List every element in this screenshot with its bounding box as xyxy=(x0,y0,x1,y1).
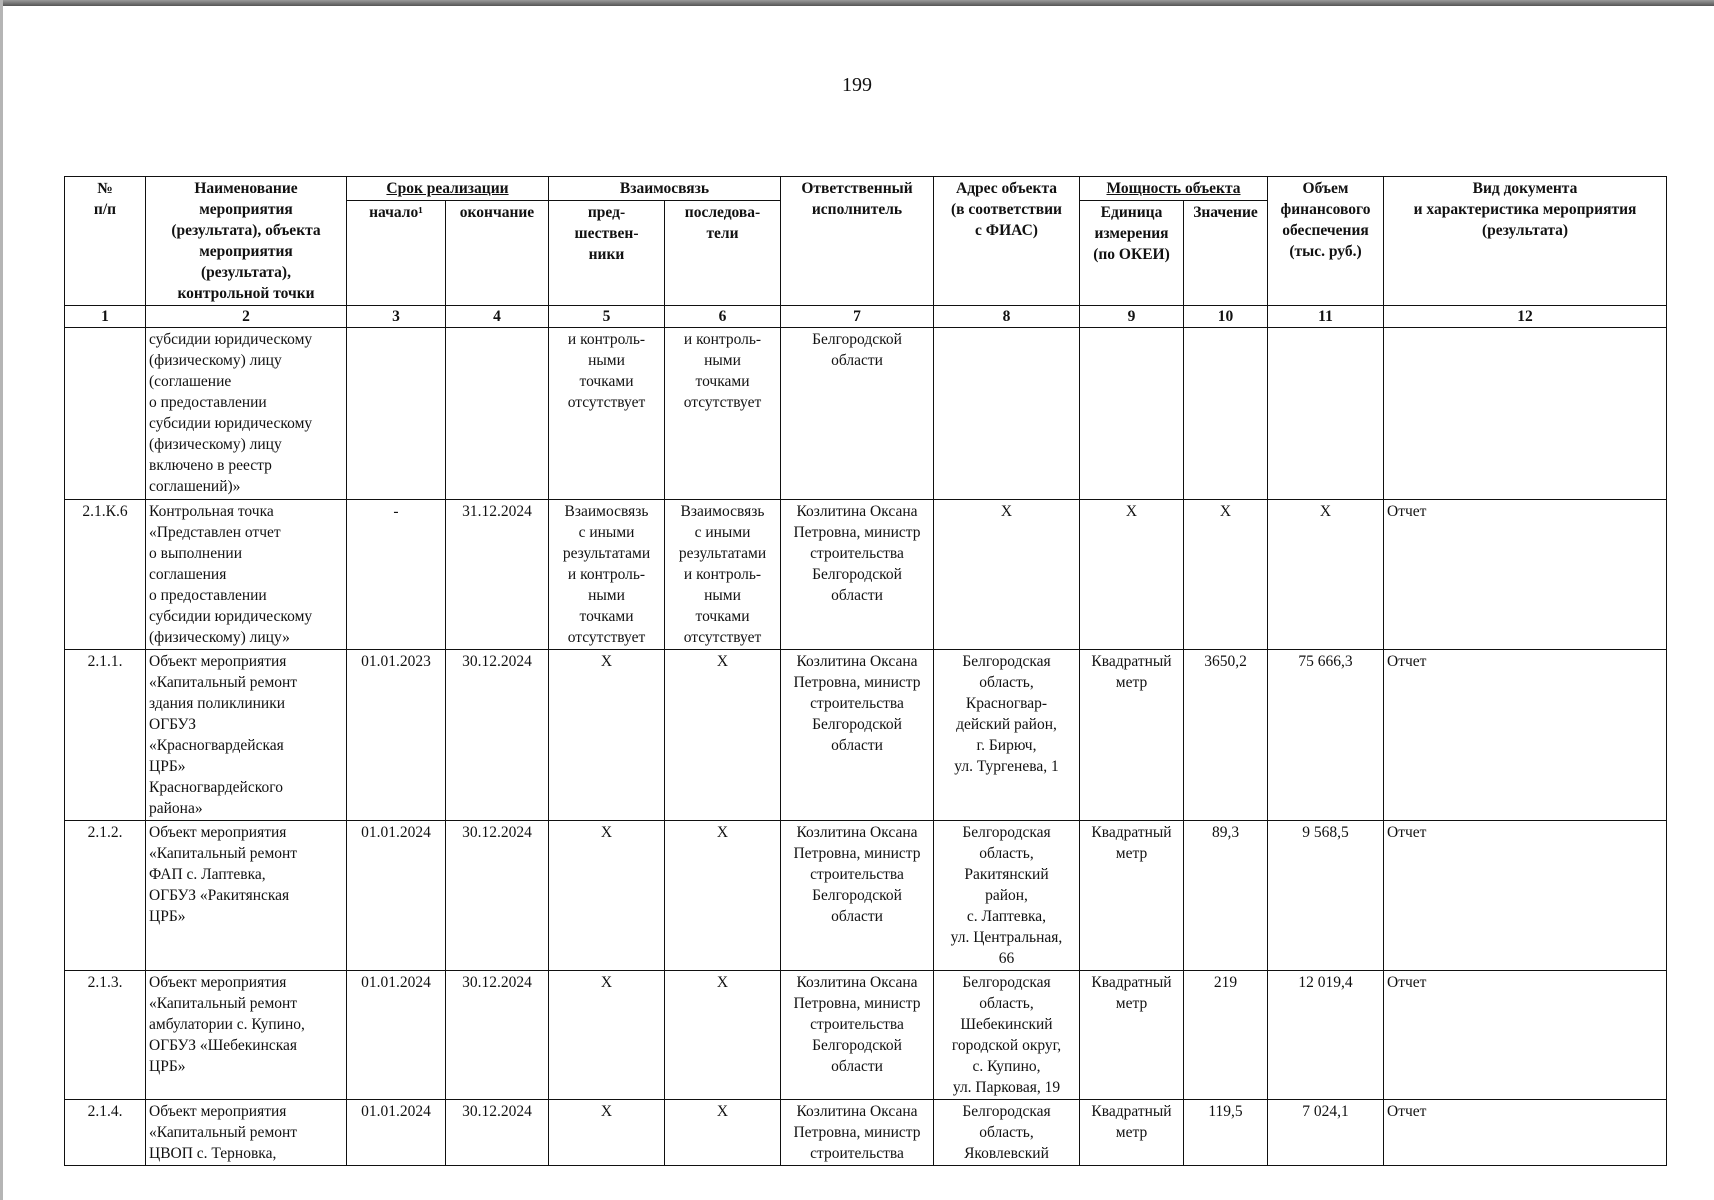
row-start: - xyxy=(347,500,446,650)
row-responsible: Козлитина Оксана Петровна, министр строительства Белгородской области xyxy=(781,821,934,971)
row-num xyxy=(65,328,146,500)
header-start: начало¹ xyxy=(347,201,446,306)
row-address xyxy=(934,328,1080,500)
row-end: 30.12.2024 xyxy=(446,1100,549,1166)
table-row xyxy=(65,500,1667,650)
row-document: Отчет xyxy=(1384,500,1667,650)
row-start: 01.01.2024 xyxy=(347,1100,446,1166)
col-number: 3 xyxy=(347,306,446,328)
row-responsible: Козлитина Оксана Петровна, министр строительства Белгородской области xyxy=(781,500,934,650)
row-finance: 75 666,3 xyxy=(1268,650,1384,821)
row-address: Белгородская область, Ракитянский район, с. Лаптевка, ул. Центральная, 66 xyxy=(934,821,1080,971)
row-unit: Квадратный метр xyxy=(1080,971,1184,1100)
row-start: 01.01.2023 xyxy=(347,650,446,821)
col-number: 9 xyxy=(1080,306,1184,328)
row-value: 3650,2 xyxy=(1184,650,1268,821)
row-predecessors: Х xyxy=(549,821,665,971)
row-name: Объект мероприятия «Капитальный ремонт здания поликлиники ОГБУЗ «Красногвардейская ЦРБ» Красногвардейского района» xyxy=(146,650,347,821)
row-unit: Квадратный метр xyxy=(1080,1100,1184,1166)
row-unit: Квадратный метр xyxy=(1080,650,1184,821)
header-responsible: Ответственный исполнитель xyxy=(781,177,934,306)
row-finance: 12 019,4 xyxy=(1268,971,1384,1100)
row-predecessors: Х xyxy=(549,1100,665,1166)
row-name: субсидии юридическому (физическому) лицу (соглашение о предоставлении субсидии юридическому (физическому) лицу включено в реестр соглашений)» xyxy=(146,328,347,500)
row-responsible: Белгородской области xyxy=(781,328,934,500)
row-name: Объект мероприятия «Капитальный ремонт амбулатории с. Купино, ОГБУЗ «Шебекинская ЦРБ» xyxy=(146,971,347,1100)
header-num: № п/п xyxy=(65,177,146,306)
header-power-group: Мощность объекта xyxy=(1080,177,1268,201)
row-end xyxy=(446,328,549,500)
row-value: 119,5 xyxy=(1184,1100,1268,1166)
row-successors: Х xyxy=(665,821,781,971)
row-num: 2.1.1. xyxy=(65,650,146,821)
row-successors: Х xyxy=(665,650,781,821)
scan-top-border xyxy=(0,0,1714,6)
row-end: 31.12.2024 xyxy=(446,500,549,650)
row-predecessors: Х xyxy=(549,650,665,821)
row-successors: Взаимосвязь с иными результатами и контроль- ными точками отсутствует xyxy=(665,500,781,650)
col-number: 5 xyxy=(549,306,665,328)
table-row xyxy=(65,328,1667,500)
row-unit: Х xyxy=(1080,500,1184,650)
header-link-group: Взаимосвязь xyxy=(549,177,781,201)
row-address: Белгородская область, Шебекинский городской округ, с. Купино, ул. Парковая, 19 xyxy=(934,971,1080,1100)
row-end: 30.12.2024 xyxy=(446,971,549,1100)
row-end: 30.12.2024 xyxy=(446,650,549,821)
header-finance: Объем финансового обеспечения (тыс. руб.) xyxy=(1268,177,1384,306)
row-successors: Х xyxy=(665,1100,781,1166)
row-successors: Х xyxy=(665,971,781,1100)
table-row xyxy=(65,971,1667,1100)
events-table xyxy=(64,176,1667,1166)
row-finance xyxy=(1268,328,1384,500)
header-end: окончание xyxy=(446,201,549,306)
row-num: 2.1.2. xyxy=(65,821,146,971)
row-num: 2.1.4. xyxy=(65,1100,146,1166)
header-document: Вид документа и характеристика мероприятия (результата) xyxy=(1384,177,1667,306)
table-row xyxy=(65,1100,1667,1166)
row-name: Объект мероприятия «Капитальный ремонт ФАП с. Лаптевка, ОГБУЗ «Ракитянская ЦРБ» xyxy=(146,821,347,971)
col-number: 2 xyxy=(146,306,347,328)
col-number: 6 xyxy=(665,306,781,328)
row-document: Отчет xyxy=(1384,971,1667,1100)
header-term-group: Срок реализации xyxy=(347,177,549,201)
row-value: 89,3 xyxy=(1184,821,1268,971)
row-value: 219 xyxy=(1184,971,1268,1100)
row-finance: Х xyxy=(1268,500,1384,650)
header-predecessors: пред- шествен- ники xyxy=(549,201,665,306)
row-document xyxy=(1384,328,1667,500)
row-name: Контрольная точка «Представлен отчет о выполнении соглашения о предоставлении субсидии юридическому (физическому) лицу» xyxy=(146,500,347,650)
row-document: Отчет xyxy=(1384,1100,1667,1166)
row-finance: 7 024,1 xyxy=(1268,1100,1384,1166)
col-number: 10 xyxy=(1184,306,1268,328)
row-successors: и контроль- ными точками отсутствует xyxy=(665,328,781,500)
row-start: 01.01.2024 xyxy=(347,971,446,1100)
row-predecessors: и контроль- ными точками отсутствует xyxy=(549,328,665,500)
row-value: Х xyxy=(1184,500,1268,650)
header-value: Значение xyxy=(1184,201,1268,306)
row-unit xyxy=(1080,328,1184,500)
col-number: 12 xyxy=(1384,306,1667,328)
row-value xyxy=(1184,328,1268,500)
row-responsible: Козлитина Оксана Петровна, министр строительства xyxy=(781,1100,934,1166)
row-num: 2.1.3. xyxy=(65,971,146,1100)
row-address: Х xyxy=(934,500,1080,650)
row-num: 2.1.К.6 xyxy=(65,500,146,650)
row-start: 01.01.2024 xyxy=(347,821,446,971)
row-finance: 9 568,5 xyxy=(1268,821,1384,971)
page-number: 199 xyxy=(842,74,872,96)
row-start xyxy=(347,328,446,500)
header-address: Адрес объекта (в соответствии с ФИАС) xyxy=(934,177,1080,306)
table-row xyxy=(65,650,1667,821)
row-address: Белгородская область, Красногвар- дейский район, г. Бирюч, ул. Тургенева, 1 xyxy=(934,650,1080,821)
row-end: 30.12.2024 xyxy=(446,821,549,971)
row-unit: Квадратный метр xyxy=(1080,821,1184,971)
scan-left-border xyxy=(0,0,3,1200)
col-number: 8 xyxy=(934,306,1080,328)
row-responsible: Козлитина Оксана Петровна, министр строительства Белгородской области xyxy=(781,650,934,821)
header-row-1 xyxy=(65,177,1667,201)
column-number-row xyxy=(65,306,1667,328)
row-address: Белгородская область, Яковлевский xyxy=(934,1100,1080,1166)
row-document: Отчет xyxy=(1384,821,1667,971)
row-predecessors: Х xyxy=(549,971,665,1100)
col-number: 7 xyxy=(781,306,934,328)
row-responsible: Козлитина Оксана Петровна, министр строительства Белгородской области xyxy=(781,971,934,1100)
col-number: 4 xyxy=(446,306,549,328)
row-predecessors: Взаимосвязь с иными результатами и контроль- ными точками отсутствует xyxy=(549,500,665,650)
row-name: Объект мероприятия «Капитальный ремонт ЦВОП с. Терновка, xyxy=(146,1100,347,1166)
table-row xyxy=(65,821,1667,971)
header-unit: Единица измерения (по ОКЕИ) xyxy=(1080,201,1184,306)
row-document: Отчет xyxy=(1384,650,1667,821)
col-number: 11 xyxy=(1268,306,1384,328)
col-number: 1 xyxy=(65,306,146,328)
header-successors: последова- тели xyxy=(665,201,781,306)
header-name: Наименование мероприятия (результата), объекта мероприятия (результата), контрольной точки xyxy=(146,177,347,306)
